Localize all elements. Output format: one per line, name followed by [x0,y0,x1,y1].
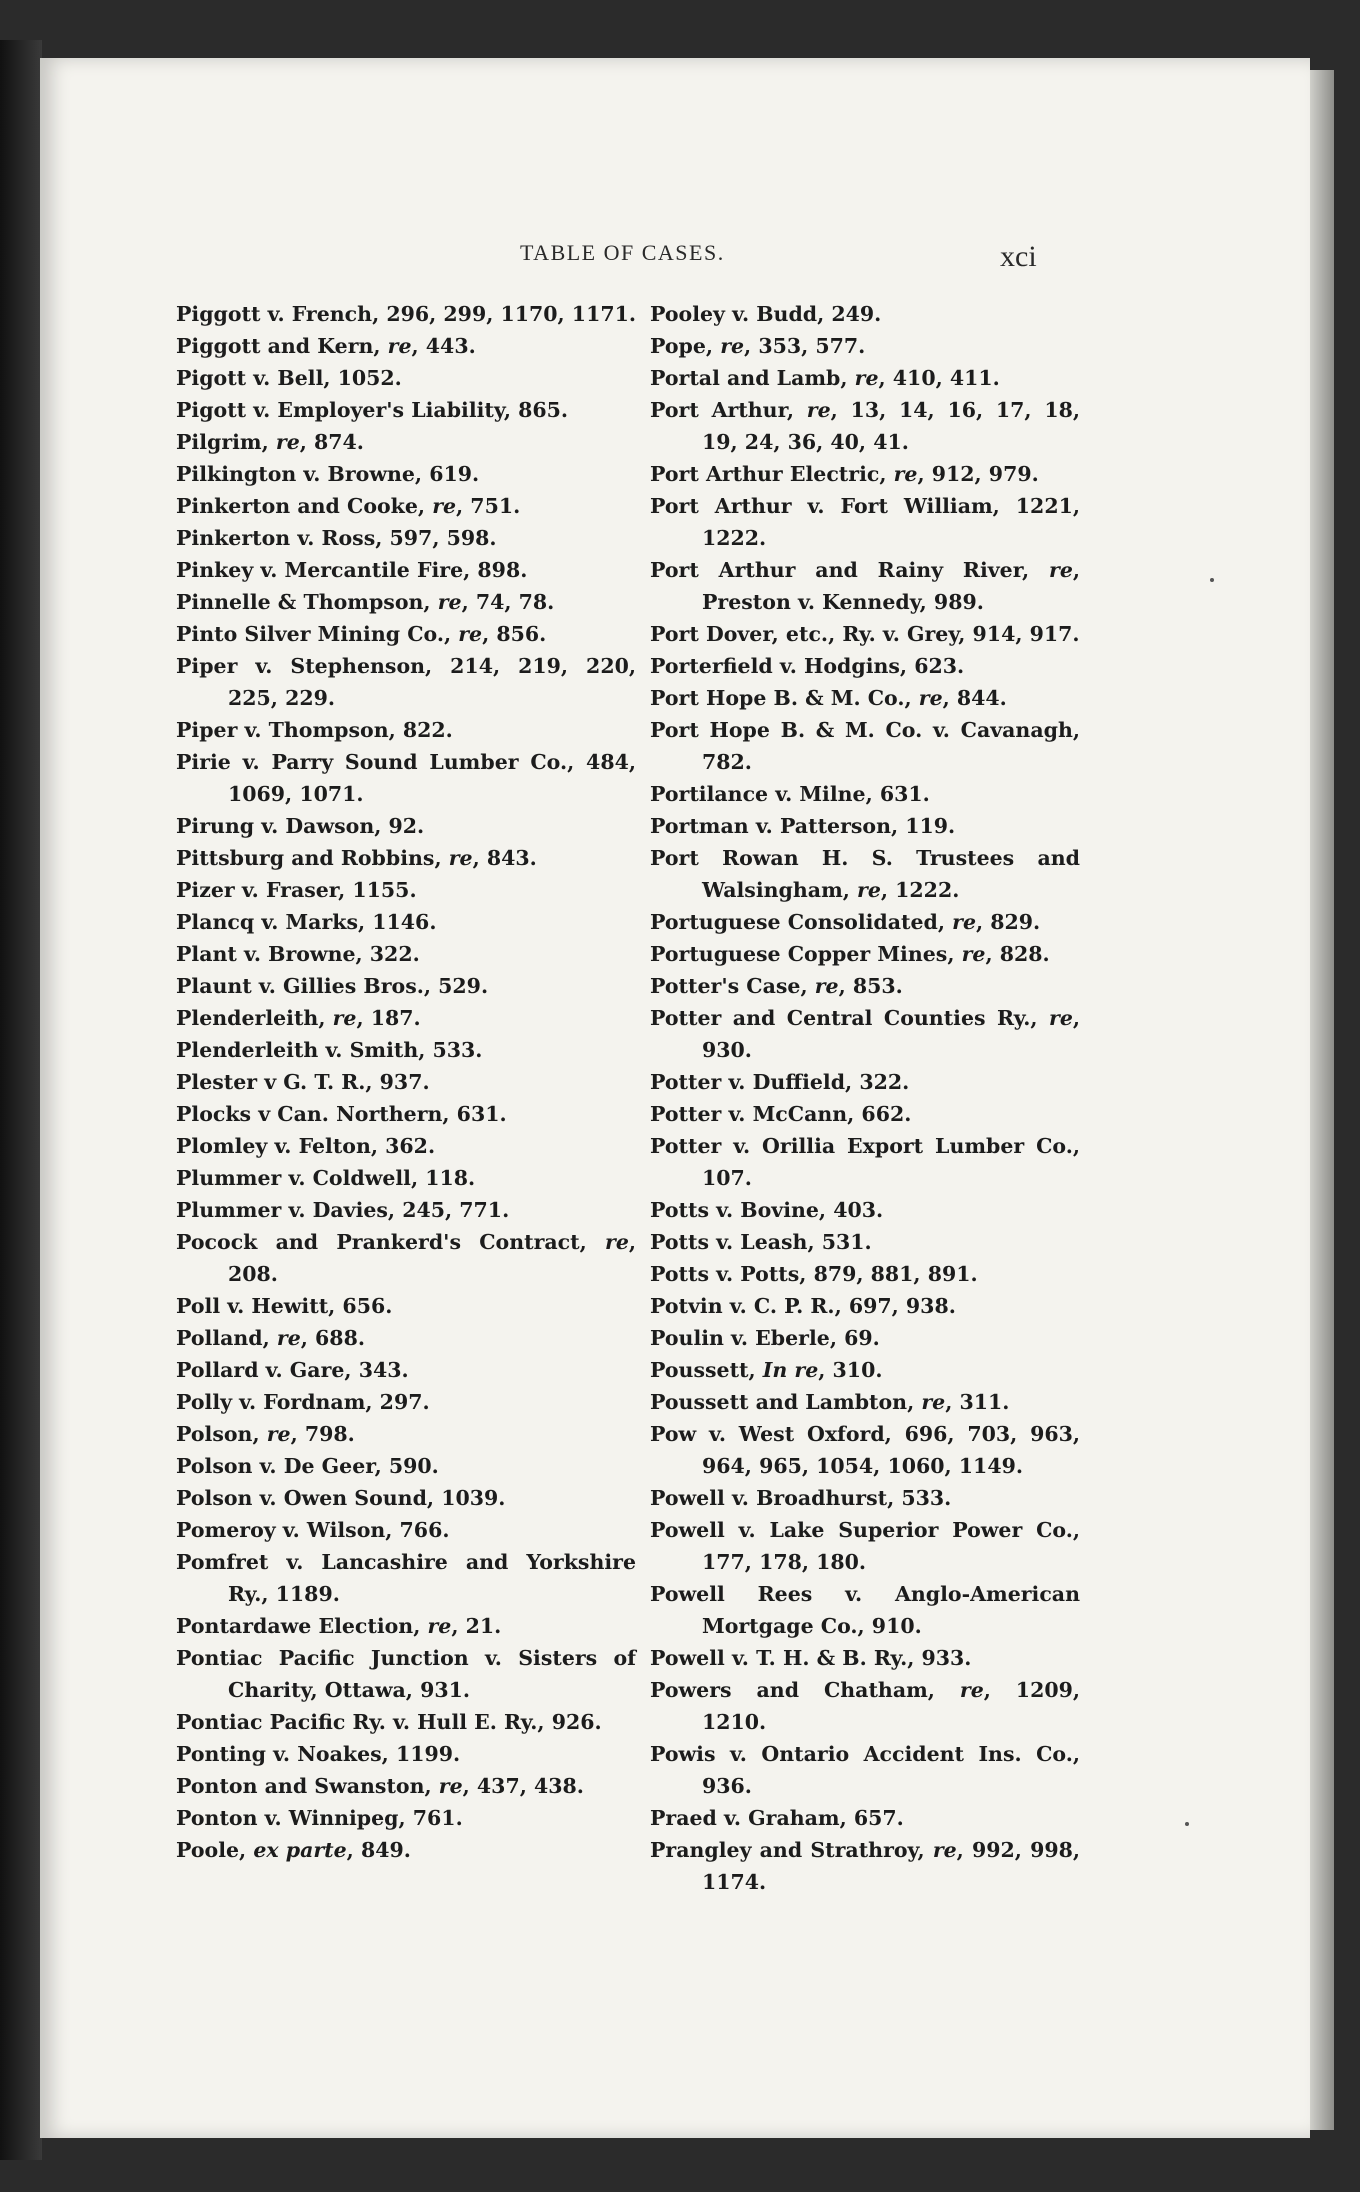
case-entry: Ponton and Swanston, re, 437, 438. [176,1774,584,1798]
case-entry: Port Arthur Electric, re, 912, 979. [650,462,1039,486]
case-entry: Piper v. Stephenson, 214, 219, 220, 225, 229. [176,654,636,710]
case-entry: Pilkington v. Browne, 619. [176,462,480,486]
case-entry: Powers and Chatham, re, 1209, 1210. [650,1678,1080,1734]
page-number: xci [1000,240,1037,273]
case-entry: Polson, re, 798. [176,1422,355,1446]
case-entry: Potter and Central Counties Ry., re, 930. [650,1006,1080,1062]
case-entry: Powell v. Lake Superior Power Co., 177, 178, 180. [650,1518,1080,1574]
case-entry: Potts v. Potts, 879, 881, 891. [650,1262,978,1286]
case-entry: Plenderleith v. Smith, 533. [176,1038,483,1062]
case-entry: Pocock and Prankerd's Contract, re, 208. [176,1230,636,1286]
case-entry: Pinkerton v. Ross, 597, 598. [176,526,497,550]
case-entry: Pope, re, 353, 577. [650,334,866,358]
case-entry: Plummer v. Davies, 245, 771. [176,1198,510,1222]
case-entry: Pooley v. Budd, 249. [650,302,882,326]
case-entry: Potvin v. C. P. R., 697, 938. [650,1294,956,1318]
case-entry: Pollard v. Gare, 343. [176,1358,409,1382]
case-entry: Portman v. Patterson, 119. [650,814,956,838]
case-entry: Port Dover, etc., Ry. v. Grey, 914, 917. [650,622,1080,646]
case-entry: Port Rowan H. S. Trustees and Walsingham, re, 1222. [650,846,1080,902]
case-entry: Piggott v. French, 296, 299, 1170, 1171. [176,302,636,326]
case-entry: Potter v. Duffield, 322. [650,1070,910,1094]
case-entry: Pinkey v. Mercantile Fire, 898. [176,558,528,582]
case-entry: Polson v. De Geer, 590. [176,1454,439,1478]
case-entry: Polland, re, 688. [176,1326,365,1350]
case-entry: Pow v. West Oxford, 696, 703, 963, 964, 965, 1054, 1060, 1149. [650,1422,1080,1478]
case-entry: Powell Rees v. Anglo-American Mortgage Co., 910. [650,1582,1080,1638]
left-column [176,298,636,1866]
case-entry: Pomeroy v. Wilson, 766. [176,1518,450,1542]
page-edge [1310,70,1334,2130]
right-column [650,298,1080,1898]
case-entry: Plomley v. Felton, 362. [176,1134,436,1158]
case-entry: Pinnelle & Thompson, re, 74, 78. [176,590,555,614]
case-entry: Pirung v. Dawson, 92. [176,814,425,838]
case-entry: Poole, ex parte, 849. [176,1838,411,1862]
case-entry: Port Hope B. & M. Co. v. Cavanagh, 782. [650,718,1080,774]
running-head: TABLE OF CASES. [520,240,725,265]
case-entry: Polson v. Owen Sound, 1039. [176,1486,506,1510]
case-entry: Pomfret v. Lancashire and Yorkshire Ry., 1189. [176,1550,636,1606]
case-entry: Potts v. Bovine, 403. [650,1198,884,1222]
case-entry: Port Arthur and Rainy River, re, Preston v. Kennedy, 989. [650,558,1080,614]
case-entry: Portuguese Copper Mines, re, 828. [650,942,1050,966]
case-entry: Plester v G. T. R., 937. [176,1070,430,1094]
case-entry: Porterfield v. Hodgins, 623. [650,654,965,678]
case-entry: Pontiac Pacific Ry. v. Hull E. Ry., 926. [176,1710,602,1734]
case-entry: Poussett, In re, 310. [650,1358,883,1382]
case-entry: Portilance v. Milne, 631. [650,782,930,806]
case-entry: Prangley and Strathroy, re, 992, 998, 1174. [650,1838,1080,1894]
case-entry: Pigott v. Bell, 1052. [176,366,402,390]
case-entry: Potter v. Orillia Export Lumber Co., 107. [650,1134,1080,1190]
case-entry: Potter v. McCann, 662. [650,1102,912,1126]
speck-mark [1185,1822,1189,1826]
case-entry: Potter's Case, re, 853. [650,974,903,998]
case-entry: Piggott and Kern, re, 443. [176,334,476,358]
case-entry: Poll v. Hewitt, 656. [176,1294,393,1318]
case-entry: Plancq v. Marks, 1146. [176,910,437,934]
case-entry: Praed v. Graham, 657. [650,1806,904,1830]
case-entry: Pizer v. Fraser, 1155. [176,878,417,902]
case-entry: Pinto Silver Mining Co., re, 856. [176,622,547,646]
case-entry: Poulin v. Eberle, 69. [650,1326,880,1350]
case-entry: Ponton v. Winnipeg, 761. [176,1806,463,1830]
case-entry: Pirie v. Parry Sound Lumber Co., 484, 1069, 1071. [176,750,636,806]
case-entry: Powell v. T. H. & B. Ry., 933. [650,1646,972,1670]
case-entry: Portuguese Consolidated, re, 829. [650,910,1041,934]
case-entry: Port Hope B. & M. Co., re, 844. [650,686,1007,710]
case-entry: Portal and Lamb, re, 410, 411. [650,366,1000,390]
case-entry: Pontardawe Election, re, 21. [176,1614,502,1638]
case-entry: Pilgrim, re, 874. [176,430,364,454]
case-entry: Piper v. Thompson, 822. [176,718,453,742]
case-entry: Powell v. Broadhurst, 533. [650,1486,952,1510]
case-entry: Port Arthur, re, 13, 14, 16, 17, 18, 19, 24, 36, 40, 41. [650,398,1080,454]
case-entry: Polly v. Fordnam, 297. [176,1390,430,1414]
case-entry: Pinkerton and Cooke, re, 751. [176,494,521,518]
case-entry: Plenderleith, re, 187. [176,1006,421,1030]
case-entry: Pigott v. Employer's Liability, 865. [176,398,569,422]
speck-mark [1210,578,1214,582]
case-entry: Plaunt v. Gillies Bros., 529. [176,974,489,998]
case-entry: Potts v. Leash, 531. [650,1230,872,1254]
case-entry: Plocks v Can. Northern, 631. [176,1102,507,1126]
case-entry: Port Arthur v. Fort William, 1221, 1222. [650,494,1080,550]
case-entry: Powis v. Ontario Accident Ins. Co., 936. [650,1742,1080,1798]
case-entry: Pittsburg and Robbins, re, 843. [176,846,537,870]
case-entry: Plant v. Browne, 322. [176,942,420,966]
case-entry: Ponting v. Noakes, 1199. [176,1742,461,1766]
case-entry: Poussett and Lambton, re, 311. [650,1390,1010,1414]
case-entry: Pontiac Pacific Junction v. Sisters of Charity, Ottawa, 931. [176,1646,636,1702]
book-spine-shadow [0,40,42,2160]
case-entry: Plummer v. Coldwell, 118. [176,1166,476,1190]
